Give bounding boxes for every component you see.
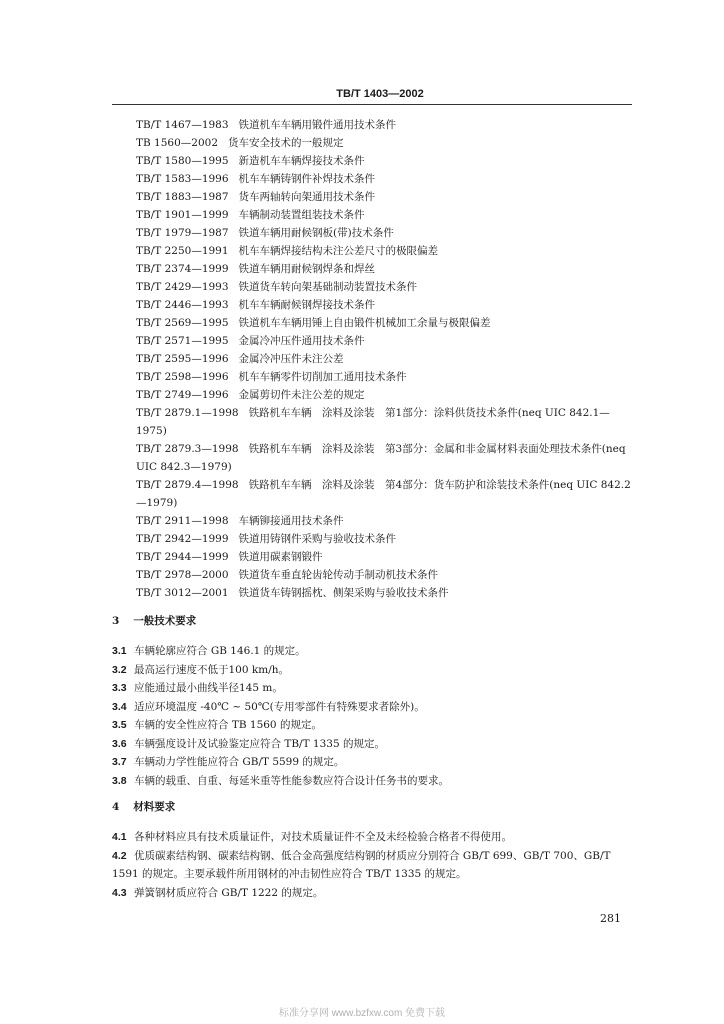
reference-title: 铁道货车垂直轮齿轮传动手制动机技术条件 <box>238 569 439 581</box>
clause <box>112 772 632 791</box>
reference-item <box>112 134 632 152</box>
reference-item <box>112 152 632 170</box>
reference-title: 铁道用铸钢件采购与验收技术条件 <box>238 533 397 545</box>
clause <box>112 716 632 735</box>
reference-item <box>112 260 632 278</box>
reference-title: 金属冷冲压件未注公差 <box>238 353 344 365</box>
reference-code: TB/T 2879.1—1998 <box>136 407 239 419</box>
clause-number: 3.7 <box>112 756 127 768</box>
reference-item <box>112 368 632 386</box>
clause-text: 各种材料应具有技术质量证件，对技术质量证件不全及未经检验合格者不得使用。 <box>134 831 512 843</box>
reference-title: 机车车辆铸钢件补焊技术条件 <box>238 173 376 185</box>
reference-title: 货车两轴转向架通用技术条件 <box>238 191 376 203</box>
reference-code: TB 1560—2002 <box>136 137 219 149</box>
reference-title: 车辆制动装置组装技术条件 <box>238 209 365 221</box>
reference-code: TB/T 1901—1999 <box>136 209 229 221</box>
reference-code: TB/T 2749—1996 <box>136 389 229 401</box>
reference-title: 铁道货车铸钢摇枕、侧架采购与验收技术条件 <box>238 587 449 599</box>
clause-number: 4.2 <box>112 849 127 862</box>
reference-code: TB/T 1979—1987 <box>136 227 229 239</box>
reference-code: TB/T 2569—1995 <box>136 317 229 329</box>
reference-item <box>112 296 632 314</box>
reference-item <box>112 584 632 602</box>
clause-number: 3.4 <box>112 700 127 713</box>
reference-item <box>112 566 632 584</box>
clause <box>112 679 632 698</box>
reference-code: TB/T 2429—1993 <box>136 281 229 293</box>
reference-code: TB/T 2595—1996 <box>136 353 229 365</box>
clause-text: 车辆的载重、自重、每延米重等性能参数应符合设计任务书的要求。 <box>134 774 449 787</box>
reference-item <box>112 530 632 548</box>
clause-text: 适应环境温度 -40℃ ~ 50℃(专用零部件有特殊要求者除外)。 <box>134 700 425 713</box>
clause-number: 3.6 <box>112 737 127 750</box>
reference-item <box>112 242 632 260</box>
clause-text: 车辆动力学性能应符合 GB/T 5599 的规定。 <box>134 756 345 768</box>
reference-title: 货车安全技术的一般规定 <box>228 137 344 149</box>
reference-title: 铁道货车转向架基础制动装置技术条件 <box>238 281 418 293</box>
watermark: 标准分享网 www.bzfxw.com 免费下载 <box>278 1008 446 1019</box>
reference-code: TB/T 1583—1996 <box>136 173 229 185</box>
section-3-title: 3 一般技术要求 <box>112 615 197 627</box>
reference-code: TB/T 1580—1995 <box>136 155 229 167</box>
reference-item <box>112 332 632 350</box>
clause <box>112 847 632 884</box>
clause <box>112 735 632 754</box>
reference-title: 铁路机车车辆 涂料及涂装 第3部分：金属和非金属材料表面处理技术条件(neq UIC 842.3—1979) <box>136 443 626 473</box>
reference-item <box>112 512 632 530</box>
reference-item <box>112 548 632 566</box>
normative-references-list <box>112 116 632 602</box>
reference-code: TB/T 2879.3—1998 <box>136 443 239 455</box>
header-rule <box>112 104 632 105</box>
clause <box>112 698 632 717</box>
reference-item <box>112 170 632 188</box>
reference-code: TB/T 2911—1998 <box>136 515 229 527</box>
reference-code: TB/T 2250—1991 <box>136 245 229 257</box>
reference-item <box>112 314 632 332</box>
reference-item <box>112 206 632 224</box>
reference-item <box>112 440 632 476</box>
clause-number: 3.3 <box>112 682 127 694</box>
reference-item <box>112 224 632 242</box>
reference-title: 铁道机车车辆用锻件通用技术条件 <box>238 119 397 131</box>
reference-title: 铁路机车车辆 涂料及涂装 第1部分：涂料供货技术条件(neq UIC 842.1—1975) <box>136 407 610 437</box>
reference-item <box>112 278 632 296</box>
clause <box>112 884 632 903</box>
reference-title: 铁道车辆用耐候钢板(带)技术条件 <box>238 227 394 239</box>
clause-text: 最高运行速度不低于100 km/h。 <box>134 663 289 676</box>
reference-title: 铁道用碳素钢锻件 <box>238 551 323 563</box>
reference-title: 车辆铆接通用技术条件 <box>238 515 344 527</box>
clause-number: 4.1 <box>112 831 127 843</box>
reference-title: 新造机车车辆焊接技术条件 <box>238 155 365 167</box>
reference-title: 金属冷冲压件通用技术条件 <box>238 335 365 347</box>
reference-code: TB/T 2446—1993 <box>136 299 229 311</box>
clause-number: 4.3 <box>112 886 127 899</box>
clause <box>112 661 632 680</box>
section-4-title: 4 材料要求 <box>112 801 176 813</box>
reference-code: TB/T 1467—1983 <box>136 119 229 131</box>
clause-text: 优质碳素结构钢、碳素结构钢、低合金高强度结构钢的材质应分别符合 GB/T 699、GB/T 700、GB/T 1591 的规定。主要承载件所用钢材的冲击韧性应符合 TB/T 1335 的规定。 <box>112 849 611 880</box>
reference-code: TB/T 2571—1995 <box>136 335 229 347</box>
reference-code: TB/T 2374—1999 <box>136 263 229 275</box>
clause-text: 应能通过最小曲线半径145 m。 <box>134 682 283 694</box>
reference-code: TB/T 1883—1987 <box>136 191 229 203</box>
reference-code: TB/T 3012—2001 <box>136 587 229 599</box>
section-4 <box>112 798 632 902</box>
reference-title: 机车车辆焊接结构未注公差尺寸的极限偏差 <box>238 245 439 257</box>
reference-code: TB/T 2879.4—1998 <box>136 479 239 491</box>
reference-code: TB/T 2978—2000 <box>136 569 229 581</box>
clause-number: 3.8 <box>112 774 127 787</box>
page-number: 281 <box>600 912 621 925</box>
reference-code: TB/T 2942—1999 <box>136 533 229 545</box>
clause-text: 车辆的安全性应符合 TB 1560 的规定。 <box>134 719 322 731</box>
clause-text: 车辆轮廓应符合 GB 146.1 的规定。 <box>134 645 306 657</box>
clause-number: 3.1 <box>112 645 127 657</box>
clause-text: 车辆强度设计及试验鉴定应符合 TB/T 1335 的规定。 <box>134 737 385 750</box>
clause <box>112 753 632 772</box>
reference-title: 金属剪切件未注公差的规定 <box>238 389 365 401</box>
reference-item <box>112 476 632 512</box>
reference-item <box>112 116 632 134</box>
section-3 <box>112 612 632 790</box>
reference-title: 铁道机车车辆用锤上自由锻件机械加工余量与极限偏差 <box>238 317 491 329</box>
clause <box>112 642 632 661</box>
reference-item <box>112 404 632 440</box>
clause-text: 弹簧钢材质应符合 GB/T 1222 的规定。 <box>134 886 324 899</box>
reference-title: 铁路机车车辆 涂料及涂装 第4部分：货车防护和涂装技术条件(neq UIC 842.2—1979) <box>136 479 631 509</box>
reference-title: 机车车辆耐候钢焊接技术条件 <box>238 299 376 311</box>
reference-item <box>112 350 632 368</box>
reference-title: 机车车辆零件切削加工通用技术条件 <box>238 371 407 383</box>
clause <box>112 828 632 847</box>
reference-item <box>112 386 632 404</box>
reference-code: TB/T 2598—1996 <box>136 371 229 383</box>
reference-title: 铁道车辆用耐候钢焊条和焊丝 <box>238 263 376 275</box>
clause-number: 3.2 <box>112 663 127 676</box>
reference-item <box>112 188 632 206</box>
reference-code: TB/T 2944—1999 <box>136 551 229 563</box>
page-header: TB/T 1403—2002 <box>336 88 424 100</box>
clause-number: 3.5 <box>112 719 127 731</box>
